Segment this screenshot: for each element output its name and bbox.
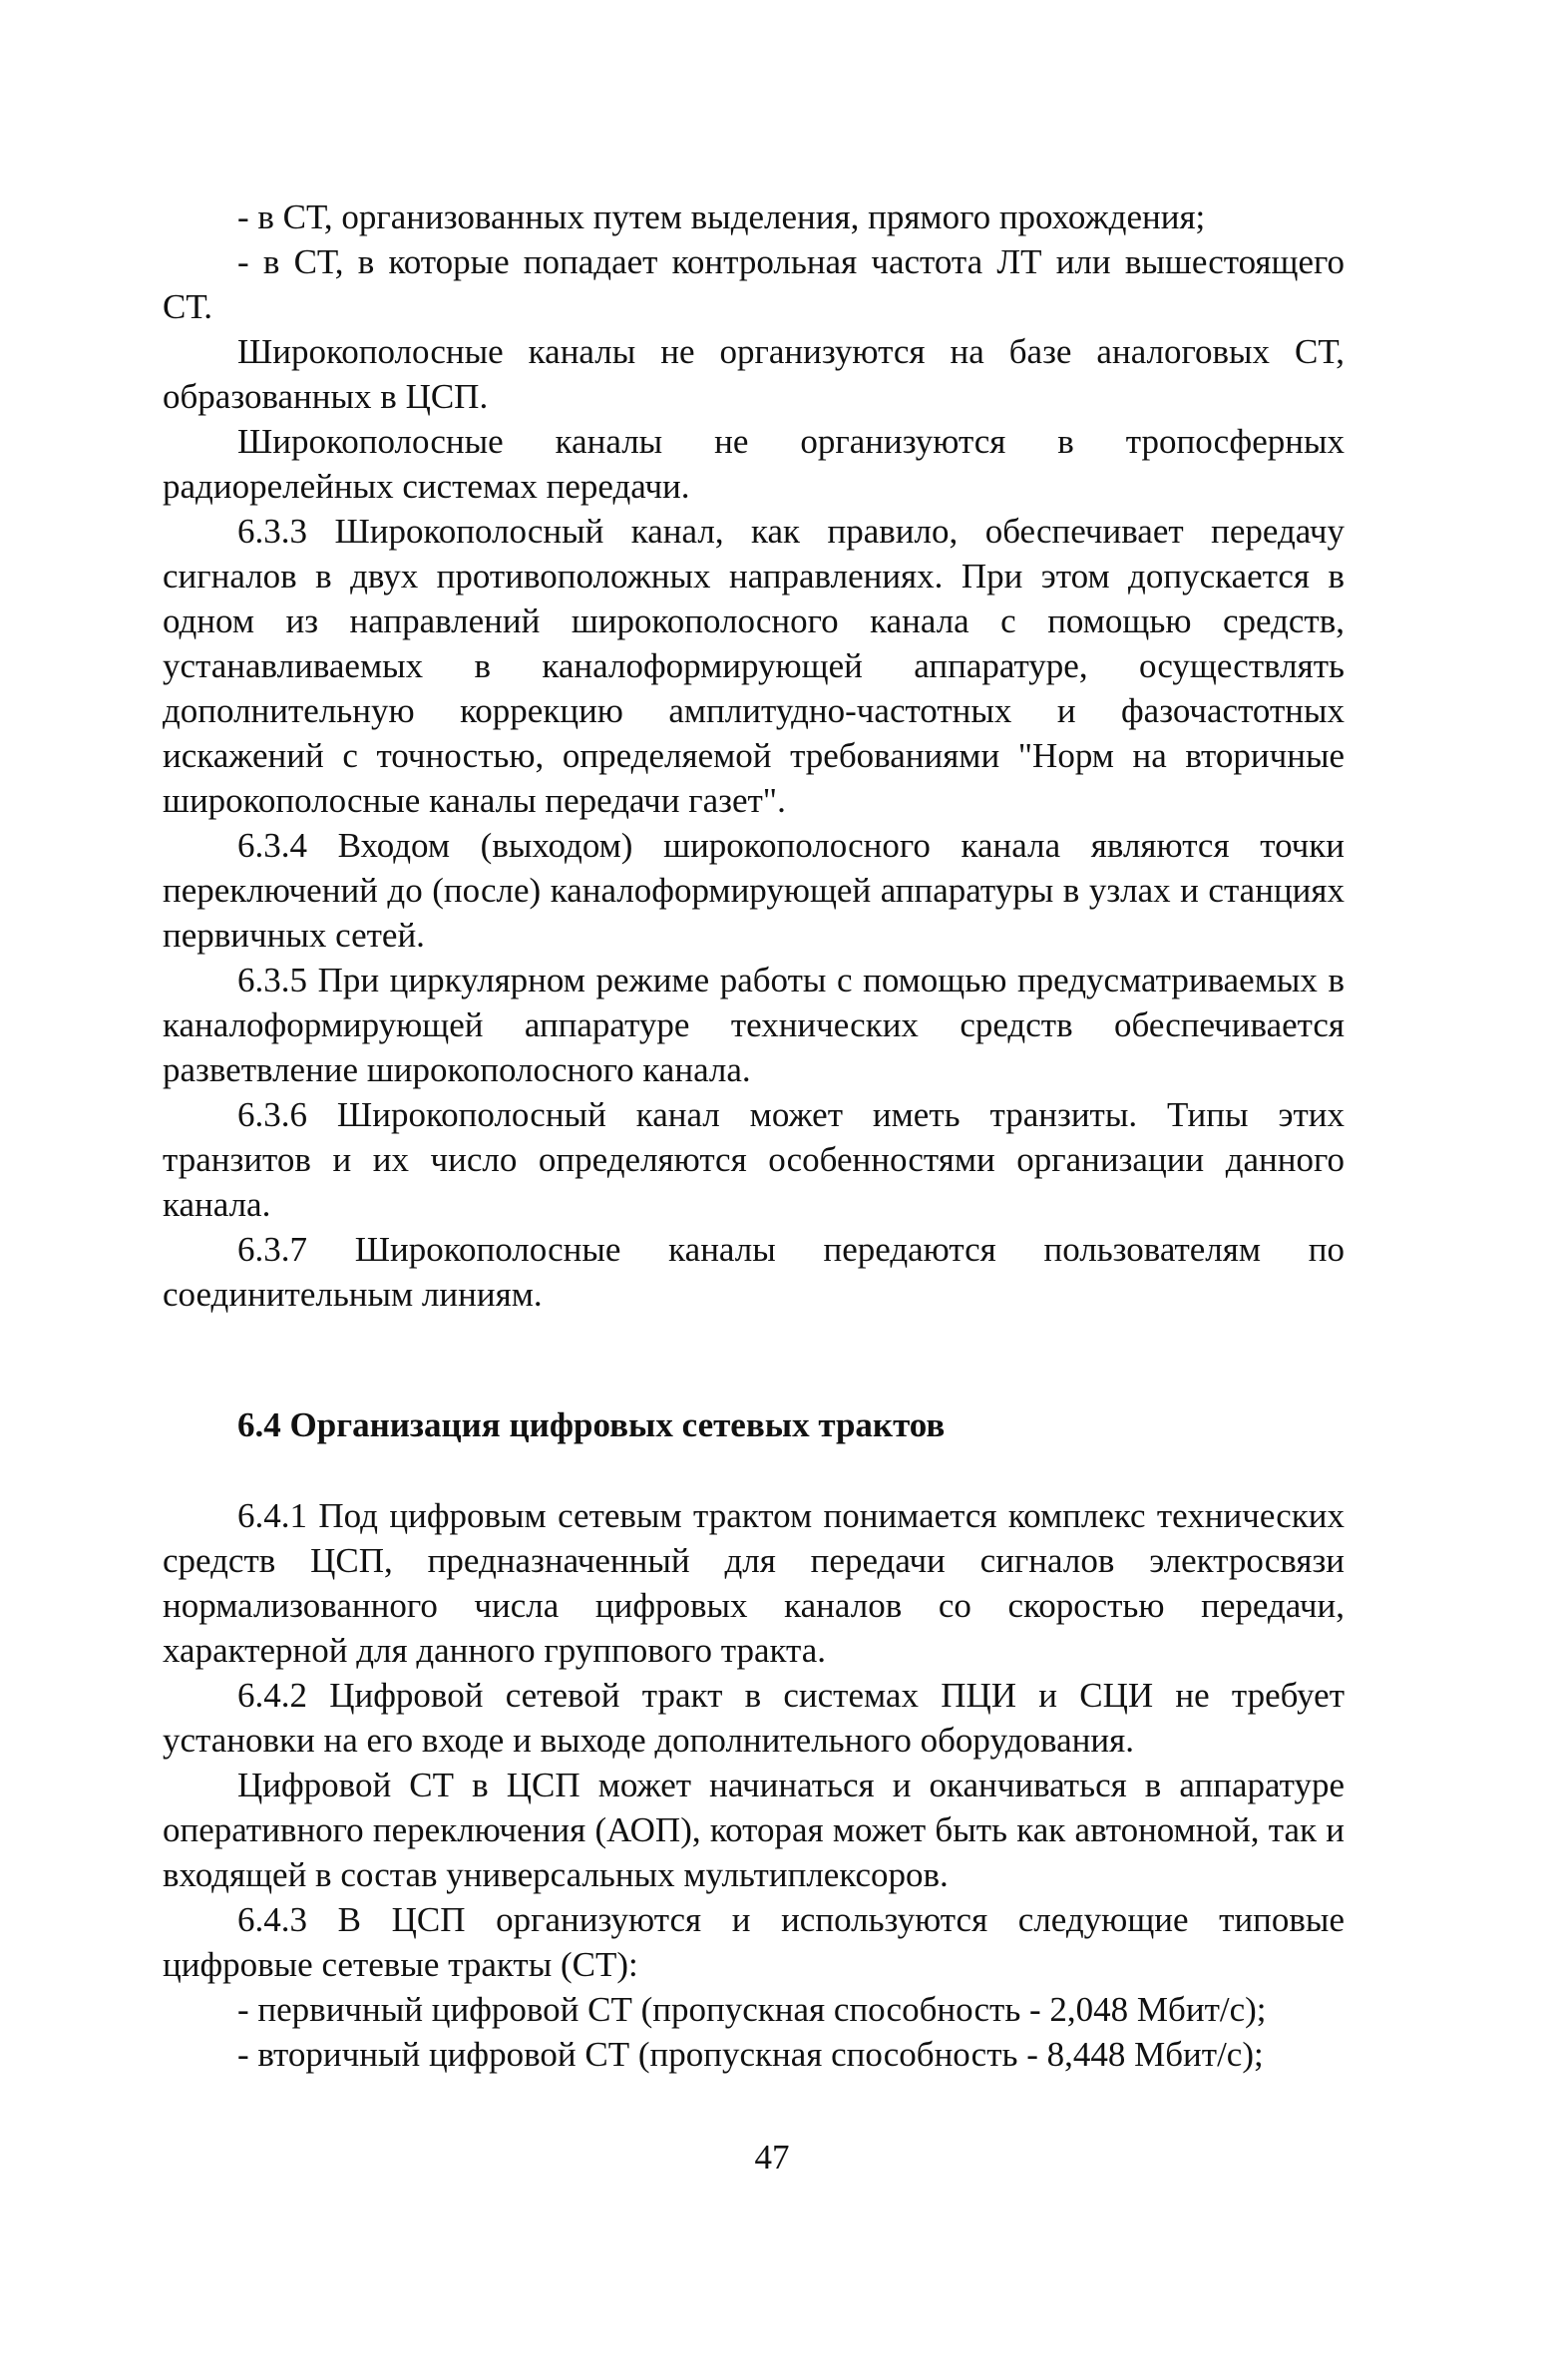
paragraph-6-3-4: 6.3.4 Входом (выходом) широкополосного канала являются точки переключений до (после) каналоформирующей аппаратуры в узлах и станциях первичных сетей. [163, 826, 1345, 955]
paragraph-wideband-analog: Широкополосные каналы не организуются на базе аналоговых СТ, образованных в ЦСП. [163, 332, 1345, 416]
paragraph-list-item-2: - в СТ, в которые попадает контрольная частота ЛТ или вышестоящего СТ. [163, 242, 1345, 326]
paragraph-6-4-2: 6.4.2 Цифровой сетевой тракт в системах ПЦИ и СЦИ не требует установки на его входе и выходе дополнительного оборудования. [163, 1676, 1345, 1760]
paragraph-6-3-6: 6.3.6 Широкополосный канал может иметь транзиты. Типы этих транзитов и их число определяются особенностями организации данного канала. [163, 1095, 1345, 1224]
list-item-primary-st: - первичный цифровой СТ (пропускная способность - 2,048 Мбит/с); [237, 1990, 1267, 2029]
paragraph-aop: Цифровой СТ в ЦСП может начинаться и оканчиваться в аппаратуре оперативного переключения (АОП), которая может быть как автономной, так и входящей в состав универсальных мультиплексоров. [163, 1766, 1345, 1894]
section-heading: 6.4 Организация цифровых сетевых трактов [237, 1405, 946, 1444]
page-number: 47 [754, 2138, 790, 2177]
paragraph-6-3-7: 6.3.7 Широкополосные каналы передаются пользователям по соединительным линиям. [163, 1230, 1345, 1314]
paragraph-6-4-1: 6.4.1 Под цифровым сетевым трактом понимается комплекс технических средств ЦСП, предназначенный для передачи сигналов электросвязи нормализованного числа цифровых каналов со скоростью передачи, характерной для данного группового тракта. [163, 1496, 1345, 1670]
document-page [163, 195, 1345, 2077]
list-item-secondary-st: - вторичный цифровой СТ (пропускная способность - 8,448 Мбит/с); [237, 2035, 1264, 2074]
paragraph-6-3-5: 6.3.5 При циркулярном режиме работы с помощью предусматриваемых в каналоформирующей аппаратуре технических средств обеспечивается разветвление широкополосного канала. [163, 961, 1345, 1089]
paragraph-6-3-3: 6.3.3 Широкополосный канал, как правило, обеспечивает передачу сигналов в двух противоположных направлениях. При этом допускается в одном из направлений широкополосного канала с помощью средств, устанавливаемых в каналоформирующей аппаратуре, осуществлять дополнительную коррекцию амплитудно-частотных и фазочастотных искажений с точностью, определяемой требованиями "Норм на вторичные широкополосные каналы передачи газет". [163, 512, 1345, 820]
paragraph-list-item-1: - в СТ, организованных путем выделения, прямого прохождения; [237, 198, 1206, 236]
paragraph-wideband-tropo: Широкополосные каналы не организуются в тропосферных радиорелейных системах передачи. [163, 422, 1345, 506]
paragraph-6-4-3: 6.4.3 В ЦСП организуются и используются следующие типовые цифровые сетевые тракты (СТ): [163, 1900, 1345, 1984]
